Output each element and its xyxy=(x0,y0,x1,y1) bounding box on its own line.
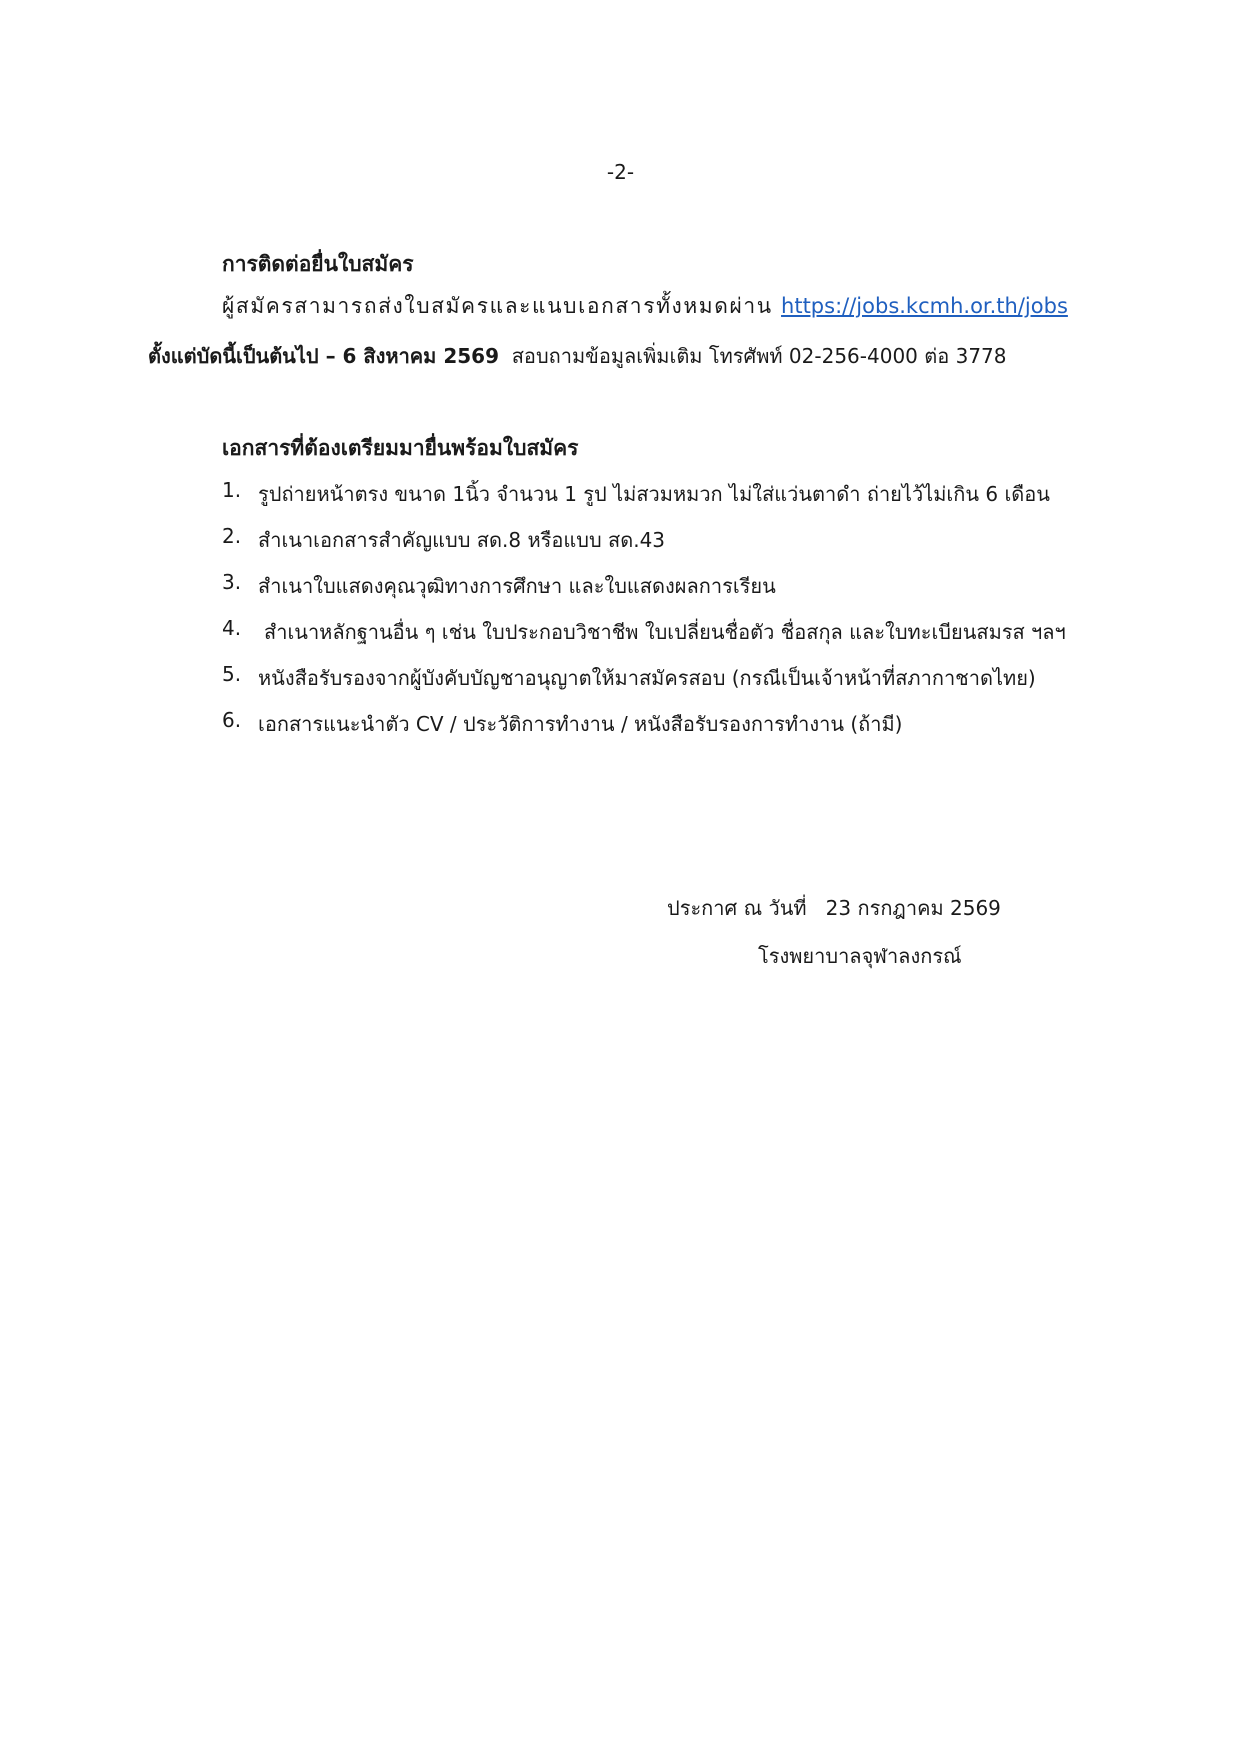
list-item xyxy=(222,570,1066,616)
item-number: 3. xyxy=(222,570,242,594)
list-item xyxy=(222,478,1066,524)
item-number: 2. xyxy=(222,524,242,548)
page-number: -2- xyxy=(606,160,635,184)
jobs-link[interactable]: https://jobs.kcmh.or.th/jobs xyxy=(781,294,1068,318)
announcement-date-line xyxy=(667,892,1001,924)
item-text: สำเนาหลักฐานอื่น ๆ เช่น ใบประกอบวิชาชีพ ใบเปลี่ยนชื่อตัว ชื่อสกุล และใบทะเบียนสมรส ฯลฯ xyxy=(264,620,1066,644)
item-text: สำเนาใบแสดงคุณวุฒิทางการศึกษา และใบแสดงผลการเรียน xyxy=(258,574,776,598)
item-text: รูปถ่ายหน้าตรง ขนาด 1นิ้ว จำนวน 1 รูป ไม่สวมหมวก ไม่ใส่แว่นตาดำ ถ่ายไว้ไม่เกิน 6 เดือน xyxy=(258,482,1050,506)
contact-heading: การติดต่อยื่นใบสมัคร xyxy=(222,252,414,276)
item-text: สำเนาเอกสารสำคัญแบบ สด.8 หรือแบบ สด.43 xyxy=(258,528,666,552)
documents-list xyxy=(222,478,1066,754)
list-item xyxy=(222,708,1066,754)
list-item xyxy=(222,524,1066,570)
contact-period-line xyxy=(148,340,1007,372)
item-number: 6. xyxy=(222,708,242,732)
contact-phone-text: สอบถามข้อมูลเพิ่มเติม โทรศัพท์ 02-256-4000 ต่อ 3778 xyxy=(511,344,1007,368)
documents-heading: เอกสารที่ต้องเตรียมมายื่นพร้อมใบสมัคร xyxy=(222,436,579,460)
item-text: หนังสือรับรองจากผู้บังคับบัญชาอนุญาตให้มาสมัครสอบ (กรณีเป็นเจ้าหน้าที่สภากาชาดไทย) xyxy=(258,666,1036,690)
announce-label: ประกาศ ณ วันที่ xyxy=(667,896,807,920)
organization-name: โรงพยาบาลจุฬาลงกรณ์ xyxy=(758,944,962,968)
item-number: 1. xyxy=(222,478,242,502)
contact-text: ผู้สมัครสามารถส่งใบสมัครและแนบเอกสารทั้งหมดผ่าน xyxy=(222,294,773,318)
item-text: เอกสารแนะนำตัว CV / ประวัติการทำงาน / หนังสือรับรองการทำงาน (ถ้ามี) xyxy=(258,712,903,736)
list-item xyxy=(222,662,1066,708)
list-item xyxy=(222,616,1066,662)
announce-date: 23 กรกฎาคม 2569 xyxy=(825,896,1001,920)
item-number: 4. xyxy=(222,616,242,640)
item-number: 5. xyxy=(222,662,242,686)
contact-paragraph xyxy=(222,290,1068,323)
application-period: ตั้งแต่บัดนี้เป็นต้นไป – 6 สิงหาคม 2569 xyxy=(148,344,499,368)
